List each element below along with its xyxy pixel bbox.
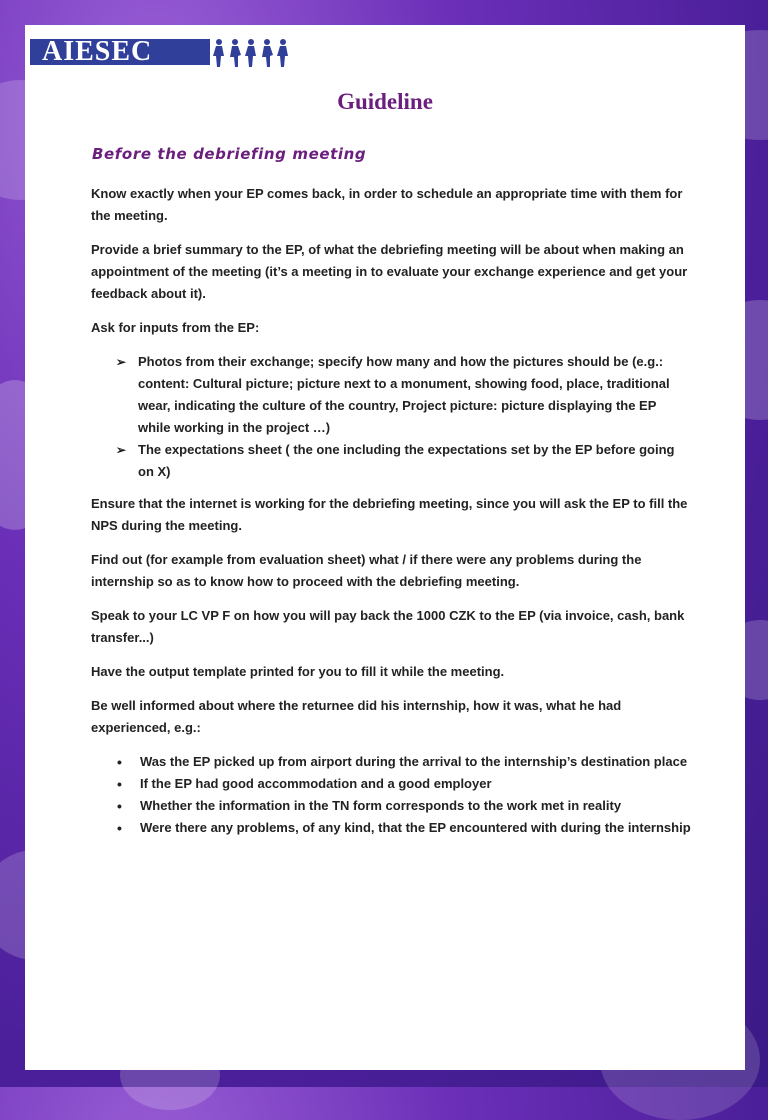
paragraph: Ensure that the internet is working for the debriefing meeting, since you will ask the EP to fill the NPS during the meeting. [91, 496, 688, 533]
paragraph: Provide a brief summary to the EP, of what the debriefing meeting will be about when making an appointment of the meeting (it’s a meeting in to evaluate your exchange experience and get your feedback about it). [91, 242, 688, 301]
document-body [91, 183, 691, 839]
list-item [116, 351, 691, 439]
document-page [25, 25, 745, 1070]
list-item-text: Were there any problems, of any kind, that the EP encountered with during the internship [140, 820, 691, 835]
paragraph: Have the output template printed for you to fill it while the meeting. [91, 664, 505, 679]
list-item [117, 751, 691, 773]
list-item [116, 439, 691, 483]
arrow-bullet-icon: ➢ [116, 355, 127, 369]
list-item-text: If the EP had good accommodation and a good employer [140, 776, 492, 791]
list-item-text: Was the EP picked up from airport during the arrival to the internship’s destination place [140, 754, 688, 769]
bullet-icon: • [117, 754, 122, 770]
list-item-text: Whether the information in the TN form corresponds to the work met in reality [140, 798, 622, 813]
arrow-bullet-icon: ➢ [116, 443, 127, 457]
paragraph: Be well informed about where the returnee did his internship, how it was, what he had experienced, e.g.: [91, 698, 622, 735]
people-icon [211, 37, 301, 69]
paragraph: Speak to your LC VP F on how you will pay back the 1000 CZK to the EP (via invoice, cash, bank transfer...) [91, 608, 685, 645]
paragraph: Know exactly when your EP comes back, in order to schedule an appropriate time with them for the meeting. [91, 186, 683, 223]
list-item [117, 817, 691, 839]
bullet-icon: • [117, 776, 122, 792]
paragraph: Find out (for example from evaluation sheet) what / if there were any problems during the internship so as to know how to proceed with the debriefing meeting. [91, 552, 642, 589]
page-title: Guideline [337, 89, 433, 114]
bullet-icon: • [117, 798, 122, 814]
aiesec-logo: AIESEC [30, 39, 210, 65]
paragraph: Ask for inputs from the EP: [91, 320, 260, 335]
bullet-icon: • [117, 820, 122, 836]
list-item [117, 773, 691, 795]
arrow-list [91, 351, 691, 483]
list-item-text: The expectations sheet ( the one including the expectations set by the EP before going on X) [138, 442, 675, 479]
list-item-text: Photos from their exchange; specify how many and how the pictures should be (e.g.: content: Cultural picture; picture next to a monument, showing food, place, traditional wear, indicating the culture of the country, Project picture: picture displaying the EP while working in the project …) [138, 354, 670, 435]
list-item [117, 795, 691, 817]
bullet-list [91, 751, 691, 839]
section-heading: Before the debriefing meeting [92, 145, 367, 163]
